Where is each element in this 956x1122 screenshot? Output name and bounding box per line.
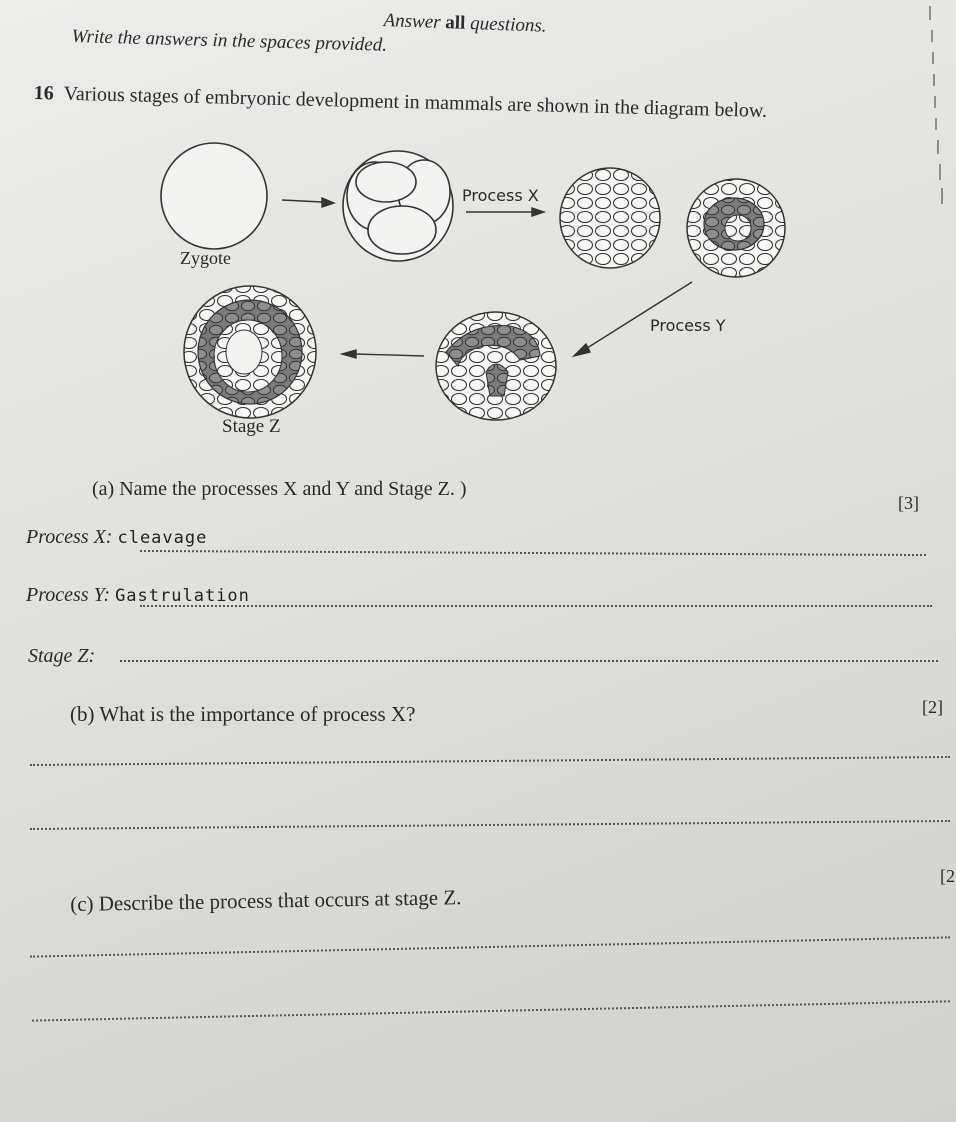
blastocyst — [687, 179, 785, 277]
process-y-answer-row — [26, 584, 250, 607]
gastrula-embryo — [436, 312, 556, 420]
part-b-marks: [2] — [922, 697, 943, 717]
instruction-suffix: questions. — [469, 13, 547, 37]
process-y-label: Process Y — [650, 316, 726, 335]
stage-z-answer-label: Stage Z: — [28, 645, 96, 667]
part-c-marks: [2 — [940, 866, 955, 886]
part-c-answer-line-1[interactable] — [30, 936, 950, 957]
process-x-answer-label: Process X: — [26, 526, 113, 548]
arrow-zygote-to-cleavage — [282, 198, 334, 207]
process-y-answer[interactable]: Gastrulation — [115, 586, 250, 606]
instruction-prefix: Answer — [383, 10, 441, 33]
stage-z-embryo — [184, 286, 316, 418]
part-b-answer-line-2[interactable] — [30, 820, 950, 830]
process-x-answer-line — [140, 550, 926, 556]
zygote-cell — [161, 143, 267, 249]
process-x-label: Process X — [462, 186, 539, 205]
stage-z-answer-row — [28, 645, 95, 668]
zygote-label: Zygote — [180, 248, 231, 268]
part-a-marks: [3] — [898, 493, 919, 513]
question-text: Various stages of embryonic development in mammals are shown in the diagram below. — [63, 82, 768, 122]
process-y-answer-line — [140, 605, 932, 607]
process-y-answer-label: Process Y: — [26, 584, 111, 606]
arrow-to-stage-z — [342, 350, 424, 358]
stage-z-label: Stage Z — [222, 416, 281, 437]
part-c-prompt: (c) Describe the process that occurs at stage Z. — [70, 885, 462, 916]
instruction-bold: all — [444, 12, 466, 34]
cleavage-embryo — [343, 151, 453, 261]
write-answers-instruction: Write the answers in the spaces provided. — [71, 26, 388, 56]
arrow-process-x — [466, 208, 544, 216]
embryo-diagram — [0, 0, 956, 470]
part-b-answer-line-1[interactable] — [30, 756, 950, 766]
stage-z-answer-line — [120, 660, 938, 662]
question-number: 16 — [33, 82, 54, 105]
process-x-answer-row — [26, 526, 207, 549]
morula — [560, 168, 660, 268]
part-c-answer-line-2[interactable] — [32, 1000, 950, 1021]
part-a-prompt: (a) Name the processes X and Y and Stage Z. ) — [92, 478, 467, 500]
process-x-answer[interactable]: cleavage — [117, 528, 208, 548]
part-b-prompt: (b) What is the importance of process X? — [70, 702, 416, 726]
